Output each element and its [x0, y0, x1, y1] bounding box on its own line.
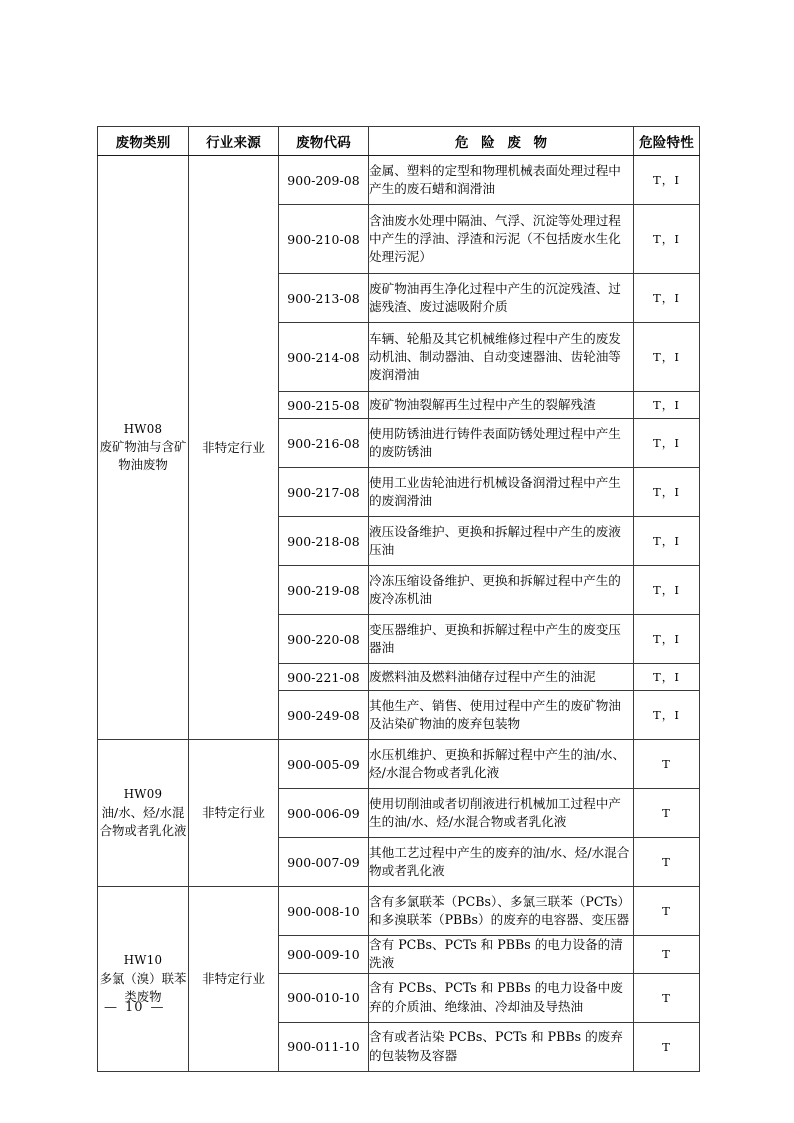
cell-waste-code: 900-214-08	[279, 323, 369, 392]
cell-hazard-property: T	[634, 789, 700, 838]
hazardous-waste-table	[97, 126, 700, 1072]
category-code: HW08	[123, 421, 163, 436]
header-category: 废物类别	[98, 127, 189, 156]
cell-waste-code: 900-210-08	[279, 205, 369, 274]
cell-hazard-property: T，I	[634, 419, 700, 468]
cell-hazard-property: T	[634, 740, 700, 789]
cell-waste-description: 含有或者沾染 PCBs、PCTs 和 PBBs 的废弃的包装物及容器	[369, 1022, 634, 1071]
cell-hazard-property: T	[634, 936, 700, 974]
table-body	[98, 156, 700, 1072]
cell-hazard-property: T，I	[634, 323, 700, 392]
cell-waste-description: 其他生产、销售、使用过程中产生的废矿物油及沾染矿物油的废弃包装物	[369, 691, 634, 740]
cell-waste-description: 金属、塑料的定型和物理机械表面处理过程中产生的废石蜡和润滑油	[369, 156, 634, 205]
cell-hazard-property: T，I	[634, 615, 700, 664]
category-name: 油/水、烃/水混合物或者乳化液	[99, 804, 187, 838]
header-industry-source: 行业来源	[189, 127, 279, 156]
cell-hazard-property: T	[634, 838, 700, 887]
cell-waste-description: 使用切削油或者切削液进行机械加工过程中产生的油/水、烃/水混合物或者乳化液	[369, 789, 634, 838]
cell-waste-code: 900-010-10	[279, 973, 369, 1022]
category-code: HW09	[123, 787, 163, 802]
cell-waste-code: 900-217-08	[279, 468, 369, 517]
cell-waste-code: 900-007-09	[279, 838, 369, 887]
cell-waste-description: 使用工业齿轮油进行机械设备润滑过程中产生的废润滑油	[369, 468, 634, 517]
cell-waste-code: 900-220-08	[279, 615, 369, 664]
cell-waste-description: 含有 PCBs、PCTs 和 PBBs 的电力设备中废弃的介质油、绝缘油、冷却油及导热油	[369, 973, 634, 1022]
category-name: 废矿物油与含矿物油废物	[99, 439, 187, 473]
cell-waste-description: 液压设备维护、更换和拆解过程中产生的废液压油	[369, 517, 634, 566]
cell-hazard-property: T，I	[634, 156, 700, 205]
cell-waste-description: 使用防锈油进行铸件表面防锈处理过程中产生的废防锈油	[369, 419, 634, 468]
table-row	[98, 156, 700, 205]
header-hazardous-waste: 危 险 废 物	[369, 127, 634, 156]
table-row	[98, 887, 700, 936]
table-header-row	[98, 127, 700, 156]
cell-hazard-property: T，I	[634, 664, 700, 691]
cell-hazard-property: T，I	[634, 392, 700, 419]
cell-waste-code: 900-011-10	[279, 1022, 369, 1071]
cell-waste-code: 900-005-09	[279, 740, 369, 789]
footer-dash-right: —	[150, 1000, 165, 1015]
footer-dash-left: —	[104, 1000, 118, 1015]
cell-waste-code: 900-008-10	[279, 887, 369, 936]
hazardous-waste-table-container	[97, 126, 699, 1072]
cell-industry-source: 非特定行业	[189, 156, 279, 740]
table-row	[98, 740, 700, 789]
cell-waste-code: 900-006-09	[279, 789, 369, 838]
cell-hazard-property: T	[634, 1022, 700, 1071]
cell-waste-description: 冷冻压缩设备维护、更换和拆解过程中产生的废冷冻机油	[369, 566, 634, 615]
cell-waste-code: 900-249-08	[279, 691, 369, 740]
cell-waste-description: 水压机维护、更换和拆解过程中产生的油/水、烃/水混合物或者乳化液	[369, 740, 634, 789]
cell-waste-description: 废矿物油裂解再生过程中产生的裂解残渣	[369, 392, 634, 419]
cell-industry-source: 非特定行业	[189, 740, 279, 887]
cell-waste-category	[98, 887, 189, 1072]
cell-hazard-property: T，I	[634, 468, 700, 517]
cell-hazard-property: T，I	[634, 566, 700, 615]
category-name: 多氯（溴）联苯类废物	[99, 970, 187, 1004]
cell-waste-code: 900-221-08	[279, 664, 369, 691]
table-header	[98, 127, 700, 156]
cell-waste-description: 废燃料油及燃料油储存过程中产生的油泥	[369, 664, 634, 691]
page-number: 10	[125, 1000, 144, 1015]
cell-waste-description: 含有 PCBs、PCTs 和 PBBs 的电力设备的清洗液	[369, 936, 634, 974]
cell-waste-code: 900-213-08	[279, 274, 369, 323]
cell-waste-description: 含有多氯联苯（PCBs）、多氯三联苯（PCTs）和多溴联苯（PBBs）的废弃的电容器、变压器	[369, 887, 634, 936]
cell-waste-category	[98, 740, 189, 887]
cell-hazard-property: T，I	[634, 274, 700, 323]
cell-hazard-property: T，I	[634, 691, 700, 740]
cell-waste-code: 900-209-08	[279, 156, 369, 205]
category-code: HW10	[123, 952, 163, 967]
cell-waste-code: 900-215-08	[279, 392, 369, 419]
cell-waste-description: 车辆、轮船及其它机械维修过程中产生的废发动机油、制动器油、自动变速器油、齿轮油等废润滑油	[369, 323, 634, 392]
cell-hazard-property: T	[634, 887, 700, 936]
cell-waste-code: 900-219-08	[279, 566, 369, 615]
cell-industry-source: 非特定行业	[189, 887, 279, 1072]
cell-hazard-property: T	[634, 973, 700, 1022]
cell-waste-category	[98, 156, 189, 740]
cell-waste-code: 900-218-08	[279, 517, 369, 566]
header-waste-code: 废物代码	[279, 127, 369, 156]
page-footer	[97, 1000, 699, 1015]
cell-waste-code: 900-216-08	[279, 419, 369, 468]
cell-waste-description: 废矿物油再生净化过程中产生的沉淀残渣、过滤残渣、废过滤吸附介质	[369, 274, 634, 323]
cell-waste-code: 900-009-10	[279, 936, 369, 974]
cell-hazard-property: T，I	[634, 205, 700, 274]
cell-waste-description: 含油废水处理中隔油、气浮、沉淀等处理过程中产生的浮油、浮渣和污泥（不包括废水生化处理污泥）	[369, 205, 634, 274]
header-hazard-property: 危险特性	[634, 127, 700, 156]
cell-waste-description: 其他工艺过程中产生的废弃的油/水、烃/水混合物或者乳化液	[369, 838, 634, 887]
cell-waste-description: 变压器维护、更换和拆解过程中产生的废变压器油	[369, 615, 634, 664]
cell-hazard-property: T，I	[634, 517, 700, 566]
